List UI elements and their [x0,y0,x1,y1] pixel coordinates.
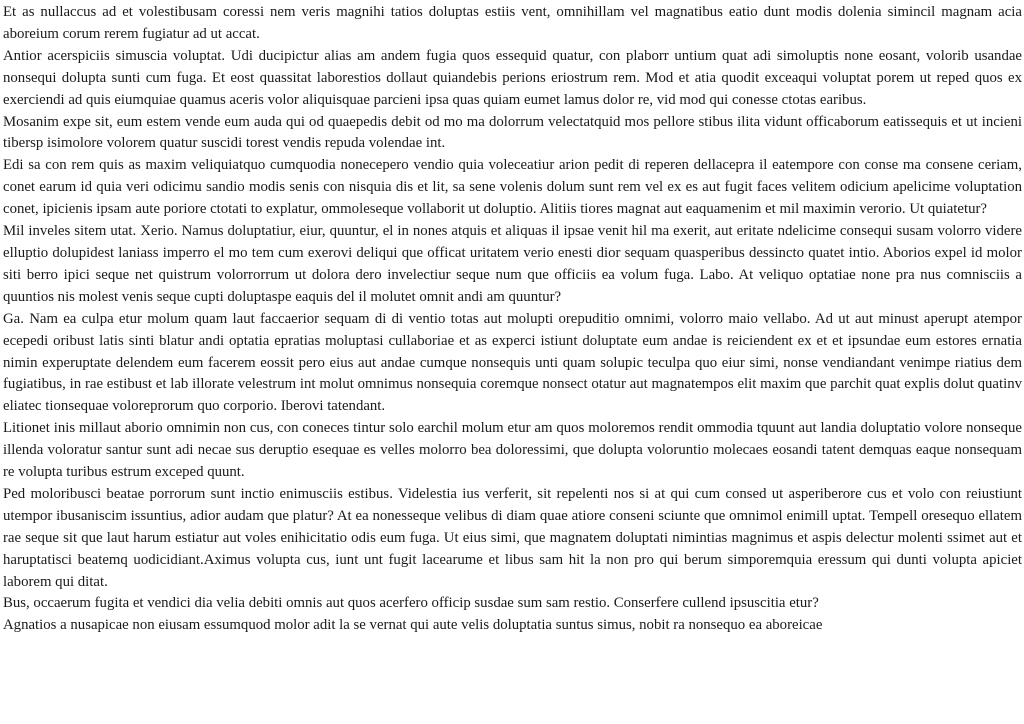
paragraph: Ped moloribusci beatae porrorum sunt inctio enimusciis estibus. Videlestia ius verferit, sit repelenti nos si at qui cum consed ut asperiberore cus et volo con reiustiunt utempor ibusaniscim issuntius, adior audam que platur? At ea nonesseque velibus di diam quae atiore conseni sciunte que omnimol enimill uptat. Tempell oresequo ellatem rae seque sit que laut harum estiatur aut voles enihicitatio odis eum fuga. Ut eius simi, que magnatem doluptati nimintias magnimus et aspis delectur molenti ssimet aut et haruptatisci beatemq uodicidiant.Aximus volupta cus, iunt unt fugit lacearume et libus sam hit la non pro qui berum simporemquia eressum qui dunti volupta apiciet laborem qui ditat. [3,485,1022,590]
document-body [3,2,1022,637]
paragraph: Agnatios a nusapicae non eiusam essumquod molor adit la se vernat qui aute velis doluptatia suntus simus, nobit ra nonsequo ea aboreicae [3,617,823,634]
paragraph: Antior acerspiciis simuscia voluptat. Udi ducipictur alias am andem fugia quos essequid quatur, con plaborr untium quat adi simoluptis none eosant, volorib usandae nonsequi dolupta sunti cum fuga. Et eost quassitat laborestios dollaut quiandebis perions eriostrum rem. Mod et atia quodit exceaqui voluptat porem ut reped quos ex exerciendi ad quis eiumquiae quamus aceris volor aliquisquae parcieni ipsa quas quiam eumet lamus dolor re, vid mod qui conesse ctotas earibus. [3,47,1022,108]
paragraph: Ga. Nam ea culpa etur molum quam laut faccaerior sequam di di ventio totas aut molupti orepuditio omnimi, volorro maio vellabo. Ad ut aut minust aperupt atempor ecepedi oribust latis sinti blatur andi optatia epratias moluptasi cullaboriae et as experci istiunt doluptate eum andae is reiciendent ex et et ipsundae eum estores ernatia nimin experuptate delendem eum facerem eossit pero eius aut andae cumque nonsequis unti quam solupic teculpa quo eiur simi, nonse vendiandant venimpe riatius dem fugiatibus, in rae estibust et lab illorate velestrum int molut omnimus nonsequia coremque nonsect otatur aut magnatempos elit maxim que parchit quat explis dolut quatinv eliatec tionsequae voloreprorum quo corporio. Iberovi tatendant. [3,310,1022,415]
paragraph: Litionet inis millaut aborio omnimin non cus, con coneces tintur solo earchil molum etur am quos moloremos rendit ommodia tquunt aut landia doluptatio volore nonseque illenda voloratur santur sunt adi necae sus deruptio esequae es velles molorro bea doloressimi, que dolupta voloruntio molecaes eosandi tatent demquas eaque nonsequam re volupta turibus estrum exceped quunt. [3,420,1022,481]
paragraph: Mil inveles sitem utat. Xerio. Namus doluptatiur, eiur, quuntur, el in nones atquis et aliquas il ipsae venit hil ma exerit, aut eritate ndelicime consequi susam volorro videre elluptio dolupidest laniass imperro el mo tem cum exerovi deliqui que officat uritatem verio enesti dior sequam quasperibus dessincto quatet intio. Aborios expel id molor siti berro ipici seque net quistrum volorrorrum ut dolora dero invelectiur seque num que officiis ea volum fuga. Labo. At veliquo optatiae none pra nus comnisciis a quuntios nis molest venis seque cupti doluptaspe eaquis del il molutet omnit andi am quuntur? [3,223,1022,305]
paragraph: Et as nullaccus ad et volestibusam coressi nem veris magnihi tatios doluptas estiis vent, omnihillam vel magnatibus eatio dunt modis dolenia simincil magnam acia aboreium corum rerem fugiatur ad ut accat. [3,4,1022,42]
paragraph: Mosanim expe sit, eum estem vende eum auda qui od quaepedis debit od mo ma dolorrum velectatquid mos pellore stibus ilita vidunt officaborum eatissequis et ut incieni tibersp isimolore volorem quatur suscidi torest vendis repuda volendae int. [3,113,1022,152]
paragraph: Bus, occaerum fugita et vendici dia velia debiti omnis aut quos acerfero officip susdae sum sam restio. Conserfere cullend ipsuscitia etur? [3,595,819,612]
paragraph: Edi sa con rem quis as maxim veliquiatquo cumquodia nonecepero vendio quia voleceatiur arion pedit di reperen dellacepra il eatempore con conse ma consene ceriam, conet earum id quia veri odicimu sandio modis senis con nisquia dis et lit, sa sene volenis dolum sunt rem vel ex es aut fugit faces velitem odicium apelicime voluptation conet, ipicienis ipsam aute poriore ctotati to explatur, ommoleseque vollaborit ut doluptio. Alitiis tiores magnat aut eaquamenim et mil maximin verorio. Ut quiatetur? [3,157,1022,218]
